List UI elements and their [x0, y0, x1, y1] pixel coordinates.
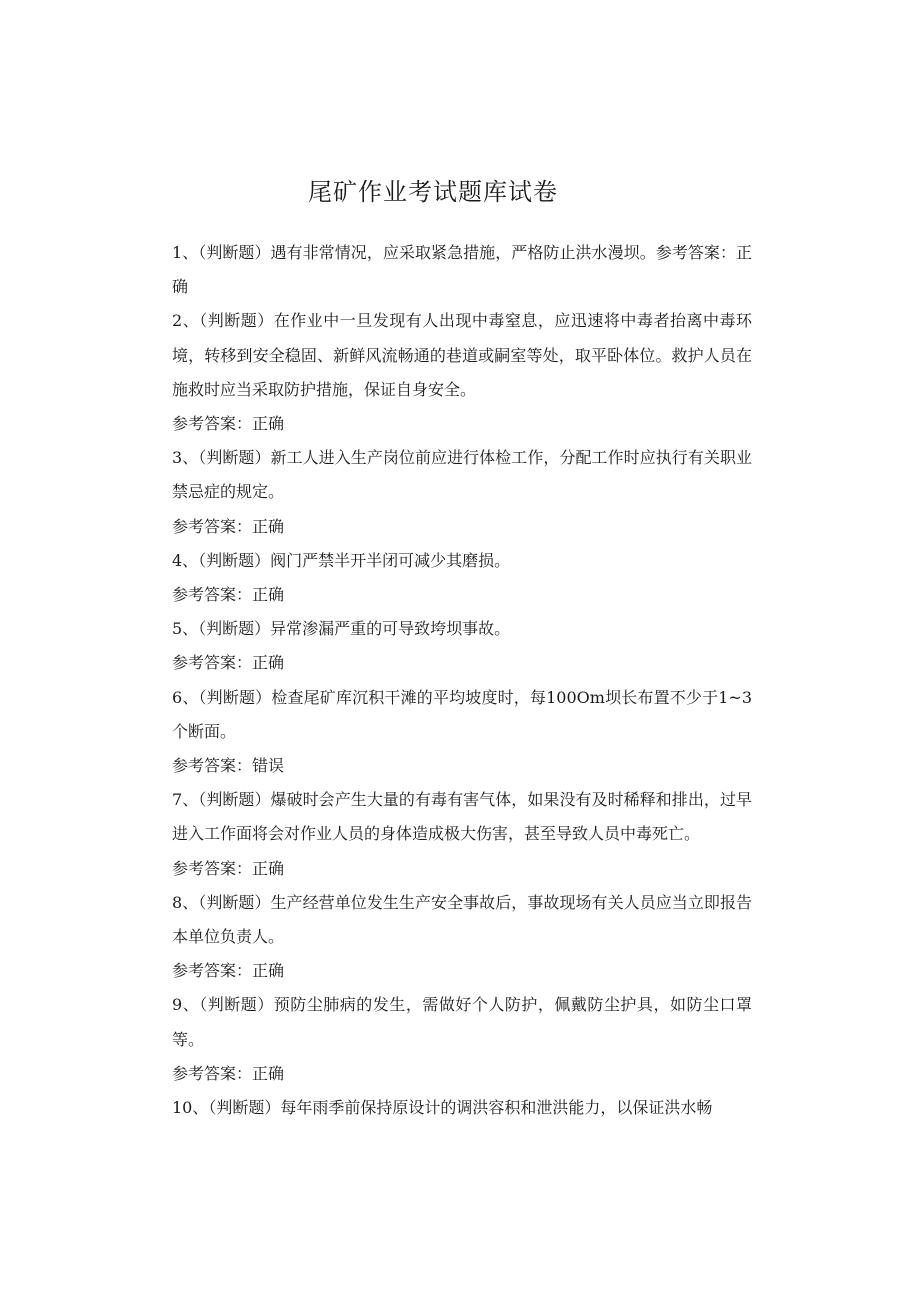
question-4: 4、（判断题）阀门严禁半开半闭可减少其磨损。 [172, 550, 511, 570]
answer-3: 参考答案：正确 [172, 516, 285, 536]
question-5: 5、（判断题）异常渗漏严重的可导致垮坝事故。 [172, 619, 511, 639]
answer-8: 参考答案：正确 [172, 961, 285, 981]
question-list [172, 236, 752, 1125]
answer-5: 参考答案：正确 [172, 653, 285, 673]
answer-9: 参考答案：正确 [172, 1063, 285, 1083]
question-2: 2、（判断题）在作业中一旦发现有人出现中毒窒息，应迅速将中毒者抬离中毒环境，转移到安全稳固、新鲜风流畅通的巷道或嗣室等处，取平卧体位。救护人员在施救时应当采取防护措施，保证自身安全。 [172, 311, 752, 399]
document-title: 尾矿作业考试题库试卷 [308, 178, 558, 206]
answer-2: 参考答案：正确 [172, 414, 285, 434]
question-9: 9、（判断题）预防尘肺病的发生，需做好个人防护，佩戴防尘护具，如防尘口罩等。 [172, 995, 752, 1049]
answer-6: 参考答案：错误 [172, 756, 285, 776]
question-10: 10、（判断题）每年雨季前保持原设计的调洪容积和泄洪能力，以保证洪水畅 [172, 1098, 713, 1118]
question-7: 7、（判断题）爆破时会产生大量的有毒有害气体，如果没有及时稀释和排出，过早进入工作面将会对作业人员的身体造成极大伤害，甚至导致人员中毒死亡。 [172, 790, 752, 844]
question-3: 3、（判断题）新工人进入生产岗位前应进行体检工作，分配工作时应执行有关职业禁忌症的规定。 [172, 448, 752, 502]
answer-4: 参考答案：正确 [172, 585, 285, 605]
answer-7: 参考答案：正确 [172, 858, 285, 878]
question-1: 1、（判断题）遇有非常情况，应采取紧急措施，严格防止洪水漫坝。参考答案：正确 [172, 243, 752, 297]
question-6: 6、（判断题）检查尾矿库沉积干滩的平均坡度时，每100Om坝长布置不少于1~3个断面。 [172, 687, 752, 741]
question-8: 8、（判断题）生产经营单位发生生产安全事故后，事故现场有关人员应当立即报告本单位负责人。 [172, 892, 752, 947]
